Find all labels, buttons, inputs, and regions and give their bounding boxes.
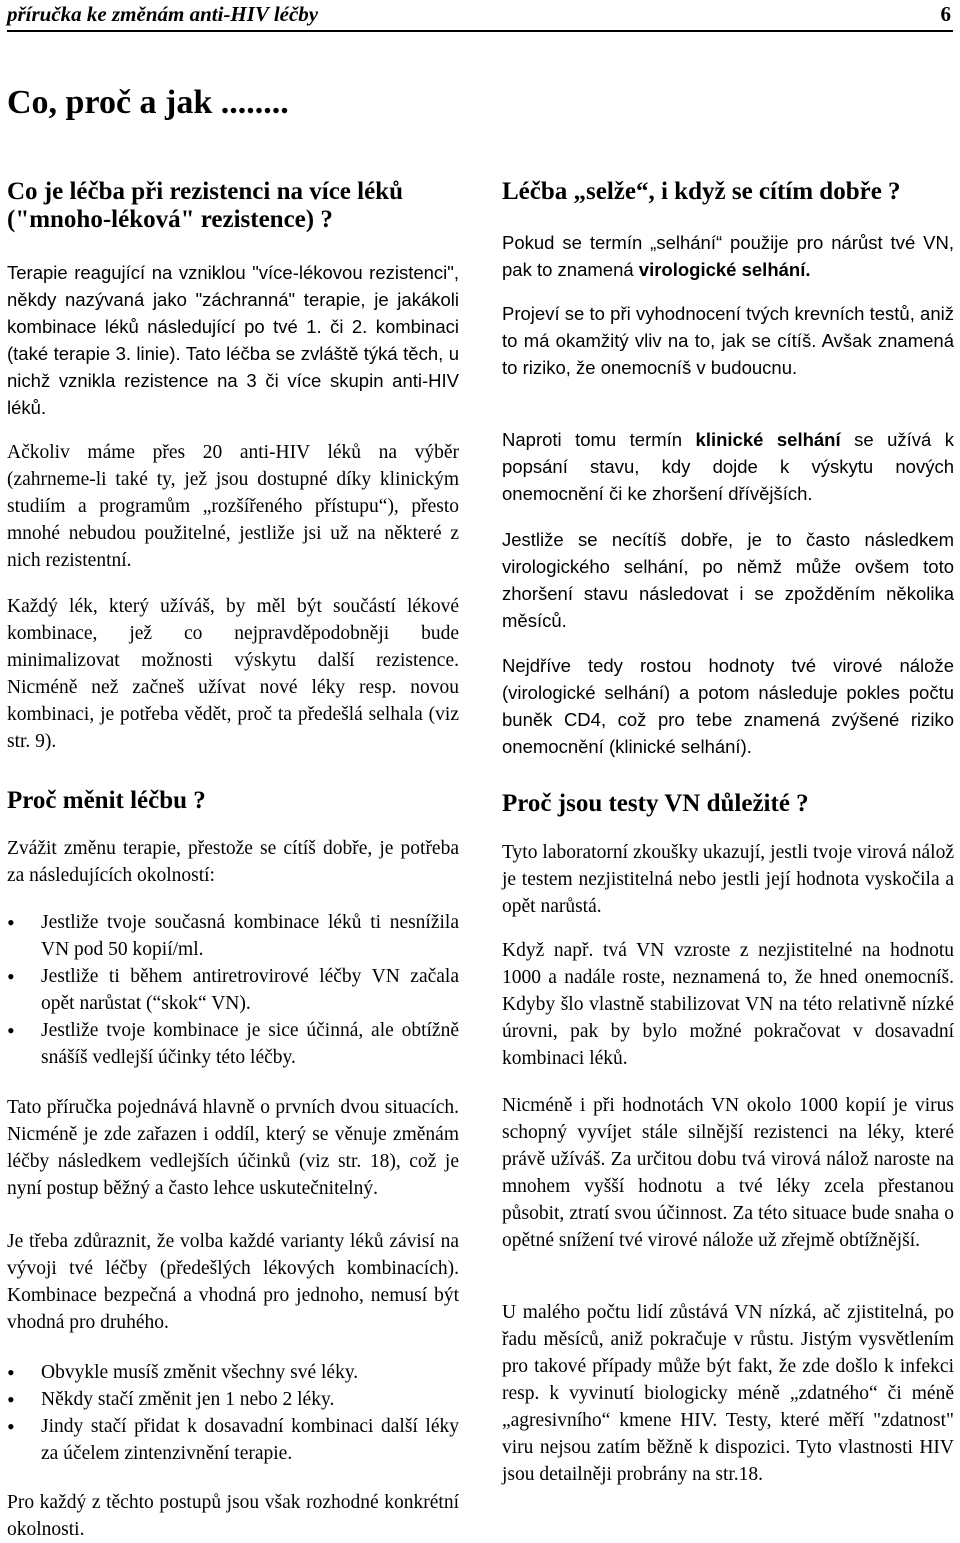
heading-why-vl-tests: Proč jsou testy VN důležité ? [502,790,809,817]
term-clinical-failure: klinické selhání [695,429,841,450]
heading-multidrug-resistance: Co je léčba při rezistenci na více léků ("mnoho-léková" rezistence) ? [7,178,403,233]
list-item: • Obvykle musíš změnit všechny své léky. [7,1359,459,1386]
list-item: • Jestliže tvoje kombinace je sice účinná, ale obtížně snášíš vedlejší účinky této léčby. [7,1017,459,1071]
paragraph-circumstances: Pro každý z těchto postupů jsou však rozhodné konkrétní okolnosti. [7,1492,459,1540]
page-header [7,0,953,32]
paragraph-consider-change: Zvážit změnu terapie, přestože se cítíš dobře, je potřeba za následujících okolností: [7,838,459,886]
heading-why-change: Proč měnit léčbu ? [7,787,206,814]
paragraph-resistance-development: Nicméně i při hodnotách VN okolo 1000 kopií je virus schopný vyvíjet stále silnější rezistenci na léky, které právě užíváš. Za určitou dobu tvá virová nálož naroste na mnohem vyšší hodnotu a tvé léky zcela přestanou působit, ztratí svou účinnost. Za této situace bude snaha o opětné snížení tvé virové nálože už zřejmě obtížnější. [502,1095,954,1251]
list-item: • Jestliže ti během antiretrovirové léčby VN začala opět narůstat (“skok“ VN). [7,963,459,1017]
list-circumstances [7,909,459,1071]
paragraph-salvage-therapy: Terapie reagující na vzniklou "více-lékovou rezistenci", někdy nazývaná jako "záchranná" terapie, je jakákoli kombinace léků následující po tvé 1. či 2. kombinaci (také terapie 3. linie). Tato léčba se zvláště týká těch, u nichž vznikla rezistence na 3 či více skupin anti-HIV léků. [7,262,459,418]
paragraph-virologic-failure: Pokud se termín „selhání“ použije pro nárůst tvé VN, pak to znamená virologické selhání. [502,232,954,280]
list-item: • Jestliže tvoje současná kombinace léků ti nesnížila VN pod 50 kopií/ml. [7,909,459,963]
paragraph-blood-tests: Projeví se to při vyhodnocení tvých krevních testů, aniž to má okamžitý vliv na to, jak se cítíš. Avšak znamená to riziko, že onemocníš v budoucnu. [502,303,954,378]
paragraph-lab-tests: Tyto laboratorní zkoušky ukazují, jestli tvoje virová nálož je testem nezjistitelná nebo jestli její hodnota vyskočila a opět narůstá. [502,842,954,917]
page-title: Co, proč a jak ........ [7,84,289,121]
paragraph-drug-choice: Ačkoliv máme přes 20 anti-HIV léků na výběr (zahrneme-li také ty, jež jsou dostupné díky klinickým studiím a programům „rozšířeného přístupu“), přesto mnohé nebudou použitelné, jestliže jsi už na některé z nich rezistentní. [7,442,459,571]
list-approaches [7,1359,459,1467]
paragraph-vl-1000: Když např. tvá VN vzroste z nezjistitelné na hodnotu 1000 a nadále roste, neznamená to, že hned onemocníš. Kdyby šlo vlastně stabilizovat VN na této relativně nízké úrovni, pak by bylo možné pokračovat v dosavadní kombinaci léků. [502,940,954,1069]
paragraph-cd4-decline: Nejdříve tedy rostou hodnoty tvé virové nálože (virologické selhání) a potom následuje pokles počtu buněk CD4, což pro tebe znamená zvýšené riziko onemocnění (klinické selhání). [502,655,954,757]
list-item: • Někdy stačí změnit jen 1 nebo 2 léky. [7,1386,459,1413]
paragraph-low-vl: U malého počtu lidí zůstává VN nízká, ač zjistitelná, po řadu měsíců, aniž pokračuje v růstu. Jistým vysvětlením pro takové případy může být fakt, že zde došlo k infekci resp. k vyvinutí biologicky méně „zdatného“ či méně „agresivního“ kmene HIV. Testy, které měří "zdatnost" viru nejsou zatím běžně k dispozici. Tyto vlastnosti HIV jsou detailněji probrány na str.18. [502,1302,954,1485]
paragraph-feeling-unwell: Jestliže se necítíš dobře, je to často následkem virologického selhání, po němž může ovšem toto zhoršení stavu následovat i se zpožděním několika měsíců. [502,529,954,631]
paragraph-guide-scope: Tato příručka pojednává hlavně o prvních dvou situacích. Nicméně je zde zařazen i oddíl, který se věnuje změnám léčby následkem vedlejších účinků (viz str. 18), což je nyní postup běžný a často lehce uskutečnitelný. [7,1097,459,1199]
paragraph-clinical-failure: Naproti tomu termín klinické selhání se užívá k popsání stavu, kdy dojde k výskytu nových onemocnění či ke zhoršení dřívějších. [502,429,954,504]
paragraph-each-drug: Každý lék, který užíváš, by měl být součástí lékové kombinace, jež co nejpravděpodobněji bude minimalizovat možnosti výskytu další rezistence. Nicméně než začneš užívat nové léky resp. novou kombinaci, je potřeba vědět, proč ta předešlá selhala (viz str. 9). [7,596,459,752]
paragraph-choice-depends: Je třeba zdůraznit, že volba každé varianty léků závisí na vývoji tvé léčby (předešlých lékových kombinacích). Kombinace bezpečná a vhodná pro jednoho, nemusí být vhodná pro druhého. [7,1231,459,1333]
header-title: příručka ke změnám anti-HIV léčby [7,2,319,26]
list-item: • Jindy stačí přidat k dosavadní kombinaci další léky za účelem zintenzivnění terapie. [7,1413,459,1467]
page-number: 6 [940,2,951,26]
term-virologic-failure: virologické selhání. [638,259,811,280]
heading-treatment-fails: Léčba „selže“, i když se cítím dobře ? [502,178,901,205]
